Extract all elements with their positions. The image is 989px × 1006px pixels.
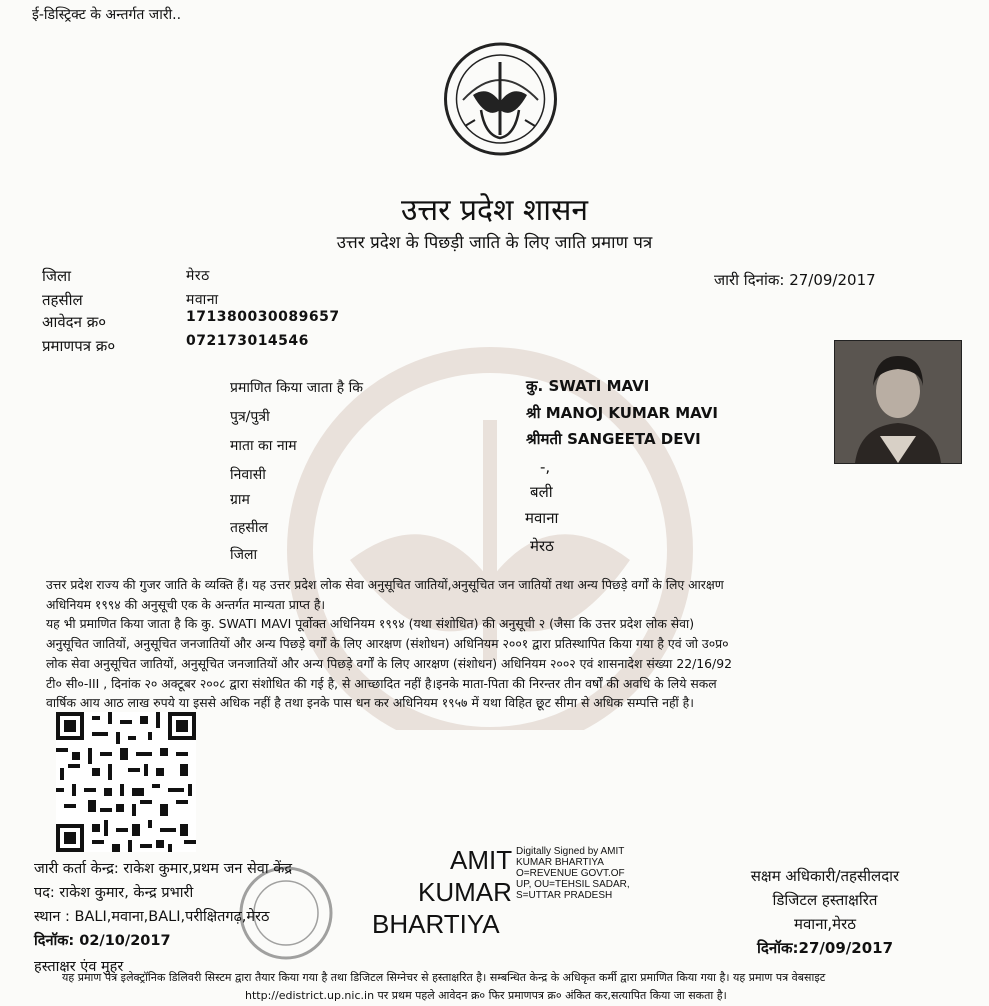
person-tehsil-value: मवाना — [525, 509, 559, 527]
digital-signature-line-3: O=REVENUE GOVT.OF — [516, 868, 625, 879]
certificate-no-label: प्रमाणपत्र क्र० — [42, 337, 116, 355]
application-no-label: आवेदन क्र० — [42, 313, 107, 331]
issuing-post: पद: राकेश कुमार, केन्द्र प्रभारी — [34, 885, 194, 901]
state-emblem-icon — [443, 40, 558, 158]
qr-code-icon — [56, 712, 196, 852]
paragraph-line-1: उत्तर प्रदेश राज्य की गुजर जाति के व्यक्ति हैं। यह उत्तर प्रदेश लोक सेवा अनुसूचित जातियों,अनुसूचित जन जातियों तथा अन्य पिछड़े वर्गों के लिए आरक्षण — [46, 577, 724, 592]
authority-date: दिनॉक:27/09/2017 — [756, 939, 894, 957]
person-photo-icon — [835, 341, 961, 463]
person-district-label: जिला — [230, 547, 258, 563]
document-title: उत्तर प्रदेश शासन — [400, 193, 588, 228]
paragraph-line-6: टी० सी०-III , दिनांक २० अक्टूबर २००८ द्वारा संशोधित की गई है, से आच्छादित नहीं है।इनके माता-पिता की निरन्तर तीन वर्षों की अवधि के लिये सकल — [46, 676, 717, 691]
certificate-no-value: 072173014546 — [186, 333, 309, 349]
issuing-place: स्थान : BALI,मवाना,BALI,परीक्षितगढ़,मेरठ — [34, 909, 270, 925]
tehsil-label: तहसील — [42, 291, 83, 309]
top-note: ई-डिस्ट्रिक्ट के अन्तर्गत जारी.. — [32, 7, 182, 23]
mother-label: माता का नाम — [230, 438, 297, 454]
person-tehsil-label: तहसील — [230, 520, 268, 536]
digital-signature-line-4: UP, OU=TEHSIL SADAR, — [516, 879, 630, 890]
village-label: ग्राम — [230, 492, 250, 508]
document-subtitle: उत्तर प्रदेश के पिछड़ी जाति के लिए जाति प्रमाण पत्र — [336, 233, 653, 253]
signer-name-line-3: BHARTIYA — [372, 909, 500, 939]
authority-title: सक्षम अधिकारी/तहसीलदार — [750, 867, 900, 885]
person-district-value: मेरठ — [530, 537, 554, 555]
son-daughter-label: पुत्र/पुत्री — [230, 409, 270, 425]
bottom-note-line-1: यह प्रमाण पत्र इलेक्ट्रॉनिक डिलिवरी सिस्टम द्वारा तैयार किया गया है तथा डिजिटल सिग्नेचर से हस्ताक्षरित है। सम्बन्धित केन्द्र के अधिकृत कर्मी द्वारा प्रमाणित किया गया है। यह प्रमाण पत्र वेबसाइट — [62, 971, 826, 984]
village-value: बली — [530, 483, 553, 501]
district-label: जिला — [42, 267, 72, 285]
application-no-value: 171380030089657 — [186, 309, 340, 325]
mother-name: श्रीमती SANGEETA DEVI — [526, 430, 701, 448]
digital-signature-line-5: S=UTTAR PRADESH — [516, 890, 613, 901]
issue-date: जारी दिनांक: 27/09/2017 — [714, 271, 876, 289]
district-value: मेरठ — [186, 268, 210, 284]
bottom-note-line-2: http://edistrict.up.nic.in पर प्रथम पहले आवेदन क्र० फिर प्रमाणपत्र क्र० अंकित कर,सत्यापित किया जा सकता है। — [245, 989, 727, 1002]
signer-name-line-2: KUMAR — [418, 877, 512, 907]
digital-signature-line-2: KUMAR BHARTIYA — [516, 857, 604, 868]
issuing-center: जारी कर्ता केन्द्र: राकेश कुमार,प्रथम जन सेवा केंद्र — [34, 861, 293, 877]
paragraph-line-4: अनुसूचित जातियों, अनुसूचित जनजातियों और अन्य पिछड़े वर्गों के लिए आरक्षण (संशोधन) अधिनियम २००१ द्वारा प्रतिस्थापित किया गया है एवं जो उ०प्र० — [46, 636, 729, 651]
resident-value: -, — [540, 458, 551, 476]
authority-location: मवाना,मेरठ — [794, 915, 856, 933]
paragraph-line-7: वार्षिक आय आठ लाख रुपये या इससे अधिक नहीं है तथा इनके पास धन कर अधिनियम १९५७ में यथा विहित छूट सीमा से अधिक सम्पत्ति नहीं है। — [46, 695, 694, 710]
resident-label: निवासी — [230, 467, 266, 483]
paragraph-line-5: लोक सेवा अनुसूचित जातियों, अनुसूचित जनजातियों और अन्य पिछड़े वर्गों के लिए आरक्षण (संशोधन) अधिनियम २००२ एवं शासनादेश संख्या 22/16/92 — [46, 656, 732, 671]
applicant-name: कु. SWATI MAVI — [526, 377, 650, 395]
signature-seal-label: हस्ताक्षर एंव मुहर — [34, 959, 124, 975]
tehsil-value: मवाना — [186, 292, 219, 308]
issuing-date: दिनॉक: 02/10/2017 — [34, 933, 171, 949]
applicant-photo — [834, 340, 962, 464]
digitally-signed-label: डिजिटल हस्ताक्षरित — [772, 891, 878, 909]
paragraph-line-3: यह भी प्रमाणित किया जाता है कि कु. SWATI MAVI पूर्वोक्त अधिनियम १९९४ (यथा संशोधित) की अनुसूची २ (जैसा कि उत्तर प्रदेश लोक सेवा) — [46, 616, 695, 631]
paragraph-line-2: अधिनियम १९९४ की अनुसूची एक के अन्तर्गत मान्यता प्राप्त है। — [46, 597, 326, 612]
father-name: श्री MANOJ KUMAR MAVI — [526, 404, 718, 422]
certify-label: प्रमाणित किया जाता है कि — [230, 380, 364, 396]
digital-signature-line-1: Digitally Signed by AMIT — [516, 846, 625, 857]
signer-name-line-1: AMIT — [450, 845, 513, 875]
